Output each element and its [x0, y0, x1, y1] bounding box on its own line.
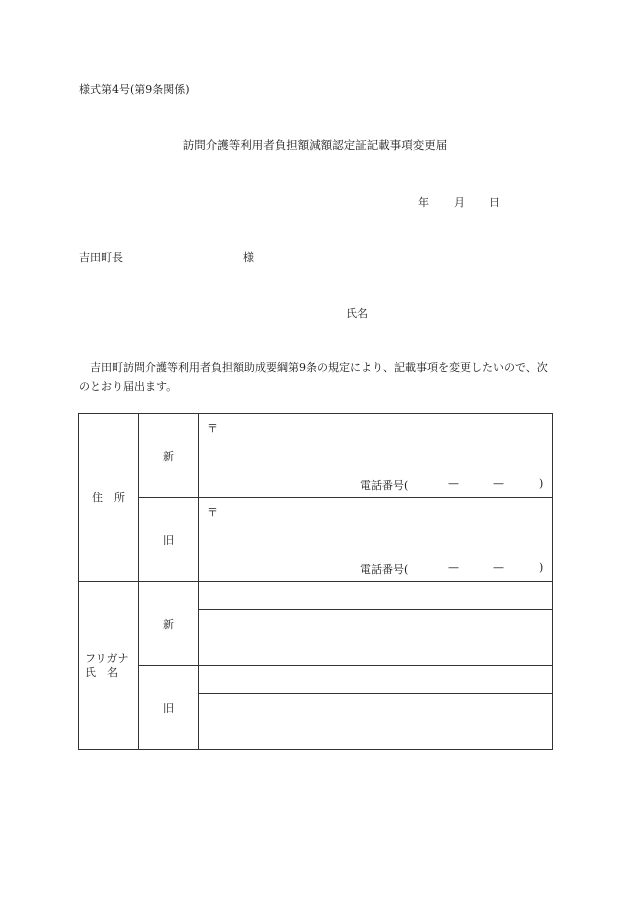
name-new-label-cell: [139, 582, 199, 666]
address-new-field[interactable]: [199, 414, 553, 498]
date-month-label: 月: [454, 196, 465, 209]
phone-close-paren: ): [539, 561, 544, 574]
name-old-field[interactable]: [199, 694, 553, 750]
name-new-field[interactable]: [199, 610, 553, 666]
phone-label: 電話番号(: [360, 563, 409, 576]
phone-new-field[interactable]: [360, 477, 545, 491]
addressee-honorific: 様: [243, 251, 254, 264]
postal-mark-icon: 〒: [207, 506, 218, 519]
name-header-cell: [79, 582, 139, 750]
addressee-mayor: 吉田町長: [79, 251, 123, 264]
date-day-label: 日: [489, 196, 500, 209]
name-old-label-cell: [139, 666, 199, 750]
address-new-label: 新: [163, 449, 174, 463]
phone-dash: —: [493, 477, 504, 490]
name-kana-label: フリガナ: [85, 651, 129, 665]
date-year-label: 年: [418, 196, 429, 209]
change-form-table: [78, 413, 553, 750]
form-number: 様式第4号(第9条関係): [79, 83, 190, 96]
phone-dash: —: [448, 477, 459, 490]
name-new-kana-field[interactable]: [199, 582, 553, 610]
address-label: 住 所: [92, 490, 125, 504]
document-title: 訪問介護等利用者負担額減額認定証記載事項変更届: [182, 138, 448, 152]
name-old-kana-field[interactable]: [199, 666, 553, 694]
postal-mark-icon: 〒: [207, 422, 218, 435]
statement-text: 吉田町訪問介護等利用者負担額助成要綱第9条の規定により、記載事項を変更したいので、次のとおり届出ます。: [79, 361, 548, 393]
address-new-label-cell: [139, 414, 199, 498]
phone-dash: —: [448, 561, 459, 574]
phone-old-field[interactable]: [360, 561, 545, 575]
name-label: 氏 名: [85, 665, 118, 679]
name-new-label: 新: [163, 617, 174, 631]
address-old-label: 旧: [163, 533, 174, 547]
address-header-cell: [79, 414, 139, 582]
phone-dash: —: [493, 561, 504, 574]
name-old-label: 旧: [163, 701, 174, 715]
phone-label: 電話番号(: [360, 479, 409, 492]
address-old-label-cell: [139, 498, 199, 582]
address-old-field[interactable]: [199, 498, 553, 582]
phone-close-paren: ): [539, 477, 544, 490]
applicant-name-label: 氏名: [346, 307, 368, 320]
